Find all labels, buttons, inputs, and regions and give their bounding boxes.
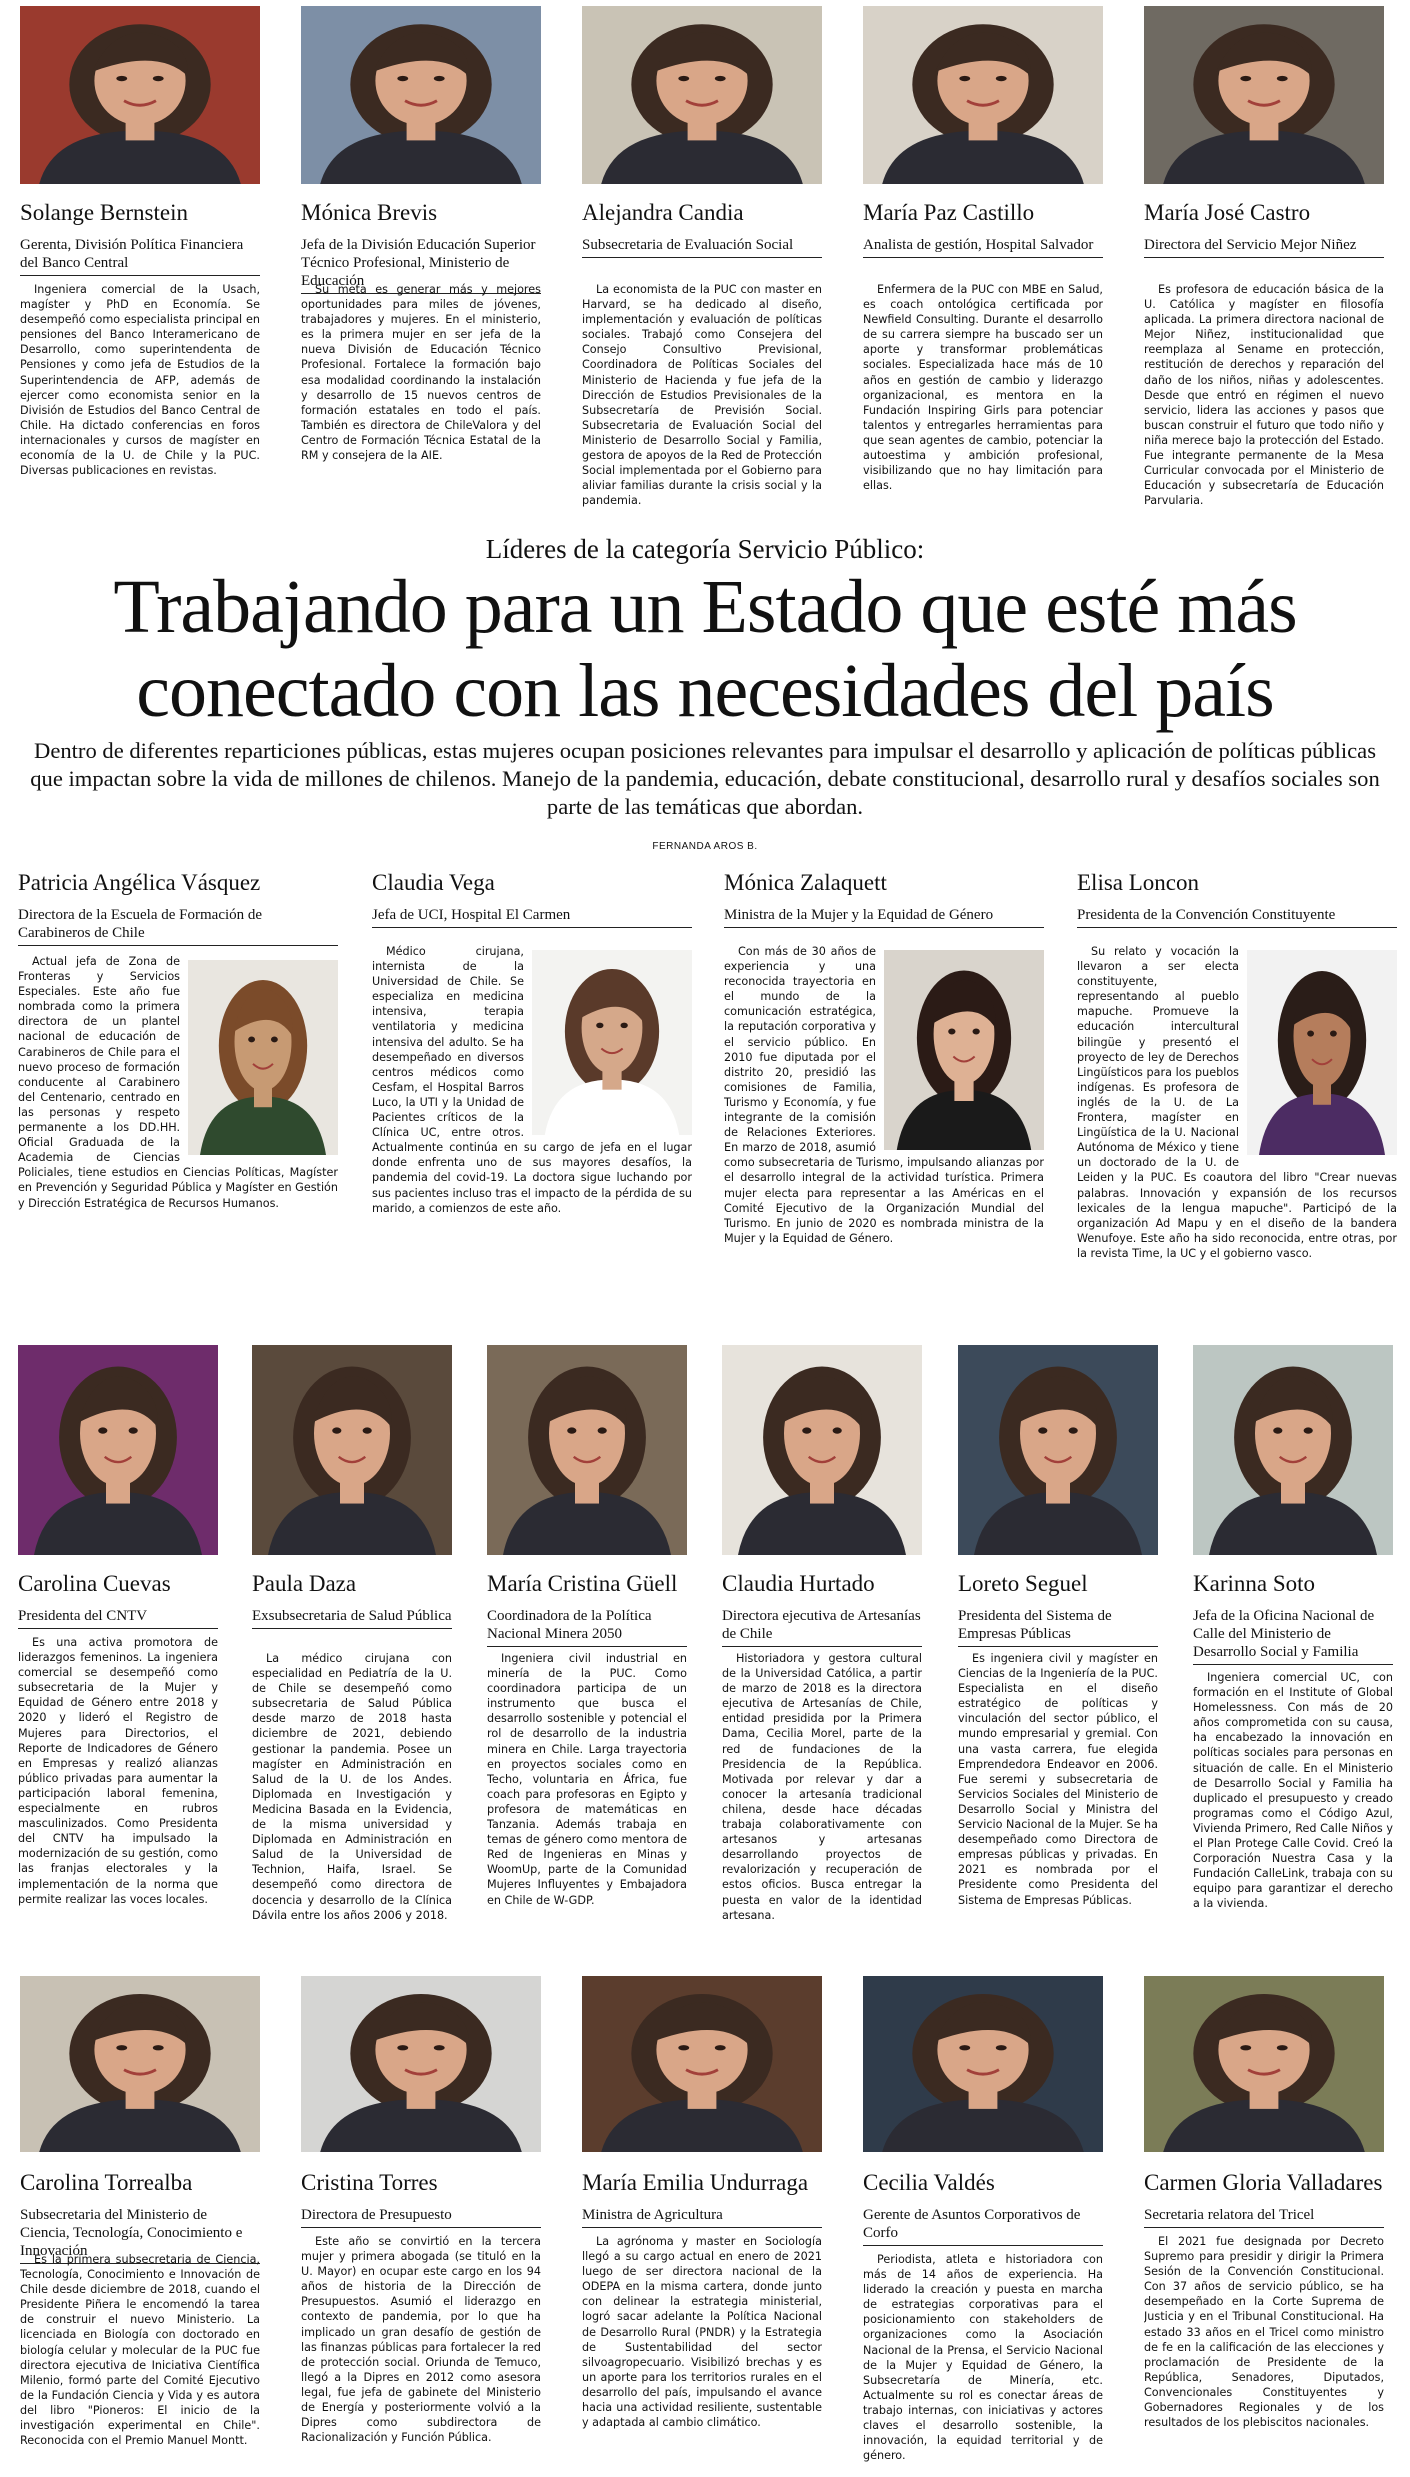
- profile-name: Cecilia Valdés: [863, 2170, 995, 2195]
- profile-maria-jose-castro: [1144, 0, 1384, 520]
- portrait-photo: [1247, 950, 1397, 1155]
- profile-cecilia-valdes: [863, 1976, 1103, 2476]
- profile-name: María Paz Castillo: [863, 200, 1035, 225]
- profile-bio: El 2021 fue designada por Decreto Supremo para presidir y dirigir la Primera Sesión de la Convención Constitucional. Con 37 años de servicio público, se ha desempeñado en la Corte Suprema de Justicia y en el Tribunal Constitucional. Ha estado 33 años en el Tricel como ministro de fe en la calificación de las elecciones y proclamación de Presidente de la República, Senadores, Diputados, Convencionales Constituyentes y Gobernadores Regionales y de los resultados de los plebiscitos nacionales.: [1144, 2235, 1384, 2430]
- section-kicker: Líderes de la categoría Servicio Público:: [485, 534, 925, 564]
- profile-bio: Periodista, atleta e historiadora con más de 14 años de experiencia. Ha liderado la creación y puesta en marcha de estrategias corporativas para el posicionamiento con stakeholders de organizaciones como la Asociación Nacional de la Prensa, el Servicio Nacional de la Mujer y Equidad de Género, la Subsecretaría de Minería, etc. Actualmente su rol es conectar áreas de trabajo internas, con iniciativas y actores claves el desarrollo sostenible, la innovación, la equidad territorial y de género.: [863, 2253, 1103, 2463]
- portrait-photo: [301, 1976, 541, 2152]
- profile-carolina-torrealba: [20, 1976, 260, 2476]
- profile-monica-brevis: [301, 0, 541, 520]
- portrait-photo: [863, 6, 1103, 184]
- portrait-photo: [20, 1976, 260, 2152]
- profile-name: Loreto Seguel: [958, 1571, 1088, 1596]
- portrait-photo: [18, 1345, 218, 1555]
- portrait-photo: [582, 6, 822, 184]
- profile-name: Carolina Cuevas: [18, 1571, 171, 1596]
- portrait-photo: [487, 1345, 687, 1555]
- profile-role: Ministra de Agricultura: [582, 2206, 822, 2228]
- profile-solange-bernstein: [20, 0, 260, 520]
- profile-carolina-cuevas: [18, 1345, 218, 1965]
- profile-bio: La agrónoma y master en Sociología llegó a su cargo actual en enero de 2021 luego de ser directora nacional de la ODEPA en la misma cartera, donde junto con delinear la estrategia ministerial, logró sacar adelante la Política Nacional de Desarrollo Rural (PNDR) y la Estrategia de Sustentabilidad del sector silvoagropecuario. Visibilizó brechas y es un aporte para los territorios rurales en el desarrollo del país, impulsando el avance hacia una actividad resiliente, sustentable y adaptada al cambio climático.: [582, 2235, 822, 2430]
- profile-role: Secretaria relatora del Tricel: [1144, 2206, 1384, 2228]
- profile-role: Gerente de Asuntos Corporativos de Corfo: [863, 2206, 1103, 2246]
- profile-claudia-vega: [372, 870, 692, 1350]
- profile-bio: Ingeniera comercial de la Usach, magíster y PhD en Economía. Se desempeñó como especialista principal en pensiones del Banco Interamericano de Desarrollo, como superintendenta de Pensiones y como jefa de Estudios de la Superintendencia de AFP, además de ejercer como economista senior en la División de Estudios del Banco Central de Chile. Ha dictado conferencias en foros internacionales y cursos de magíster en economía de la U. de Chile y la PUC. Diversas publicaciones en revistas.: [20, 283, 260, 478]
- profile-bio-text: Médico cirujana, internista de la Universidad de Chile. Se especializa en medicina intensiva, terapia ventilatoria y medicina intensiva del adulto. Se ha desempeñado en diversos centros médicos como Cesfam, el Hospital Barros Luco, la UTI y la Unidad de Pacientes críticos de la Clínica UC, entre otros. Actualmente continúa en su cargo de jefa en el lugar donde enfrenta uno de sus mayores desafíos, la pandemia del covid-19. La doctora sigue luchando por sus pacientes incluso tras el impacto de la pérdida de su marido, a comienzos de este año.: [372, 945, 692, 1215]
- profile-bio: Es profesora de educación básica de la U. Católica y magíster en filosofía aplicada. La primera directora nacional de Mejor Niñez, institucionalidad que reemplaza al Sename en protección, restitución de derechos y reparación del daño de los niños, niñas y adolescentes. Desde que entró en régimen el nuevo servicio, lidera las acciones y pasos que buscan construir el futuro que todo niño y niña merece bajo la protección del Estado. Fue integrante permanente de la Mesa Curricular convocada por el Ministerio de Educación y subsecretaría de Educación Parvularia.: [1144, 283, 1384, 508]
- profile-cristina-torres: [301, 1976, 541, 2476]
- portrait-photo: [958, 1345, 1158, 1555]
- profile-loreto-seguel: [958, 1345, 1158, 1965]
- portrait-photo: [1144, 6, 1384, 184]
- profile-bio: Historiadora y gestora cultural de la Universidad Católica, a partir de marzo de 2018 es la directora ejecutiva de Artesanías de Chile, entidad presidida por la Primera Dama, Cecilia Morel, parte de la red de fundaciones de la Presidencia de la República. Motivada por relevar y dar a conocer la artesanía tradicional chilena, desde hace décadas trabaja colaborativamente con artesanos y artesanas desarrollando proyectos de revalorización y recuperación de estos oficios. Busca entregar la puesta en valor de la identidad artesana.: [722, 1652, 922, 1922]
- lead-paragraph: Dentro de diferentes reparticiones públicas, estas mujeres ocupan posiciones relevantes para impulsar el desarrollo y aplicación de políticas públicas que impactan sobre la vida de millones de chilenos. Manejo de la pandemia, educación, debate constitucional, desarrollo rural y desafíos sociales son parte de las temáticas que abordan.: [30, 738, 1380, 819]
- profile-monica-zalaquett: [724, 870, 1044, 1350]
- portrait-photo: [884, 950, 1044, 1150]
- profile-role: Directora de Presupuesto: [301, 2206, 541, 2228]
- profile-bio: [372, 944, 692, 1344]
- portrait-photo: [722, 1345, 922, 1555]
- profile-bio: Su meta es generar más y mejores oportunidades para miles de jóvenes, trabajadores y mujeres. En el ministerio, es la primera mujer en ser jefa de la nueva División de Educación Técnico Profesional. Fortalece la formación bajo esa modalidad coordinando la instalación y desarrollo de 15 nuevos centros de formación estatales en todo el país. También es directora de ChileValora y del Centro de Formación Técnica Estatal de la RM y consejera de la AIE.: [301, 283, 541, 463]
- headline-line-1: Trabajando para un Estado que esté más: [113, 565, 1297, 649]
- profile-name: Elisa Loncon: [1077, 870, 1199, 895]
- profile-name: María José Castro: [1144, 200, 1311, 225]
- profile-role: Subsecretaria de Evaluación Social: [582, 236, 822, 258]
- portrait-photo: [252, 1345, 452, 1555]
- profile-bio: Es una activa promotora de liderazgos femeninos. La ingeniera comercial se desempeñó como subsecretaria de la Mujer y Equidad de Género entre 2018 y 2020 y lideró el Registro de Mujeres para Directorios, el Reporte de Indicadores de Género en Empresas y realizó alianzas público privadas para aumentar la participación laboral femenina, especialmente en rubros masculinizados. Como Presidenta del CNTV ha impulsado la modernización de su gestión, como las franjas electorales y la implementación de la norma que permite realizar las voces locales.: [18, 1636, 218, 1906]
- profile-name: Alejandra Candia: [582, 200, 744, 225]
- profile-name: Cristina Torres: [301, 2170, 438, 2195]
- profile-bio: [1077, 944, 1397, 1344]
- profile-role: Jefa de UCI, Hospital El Carmen: [372, 906, 692, 928]
- profile-role: Gerenta, División Política Financiera del Banco Central: [20, 236, 260, 276]
- profile-role: Presidenta de la Convención Constituyente: [1077, 906, 1397, 928]
- profile-bio: [724, 944, 1044, 1344]
- profile-name: Carolina Torrealba: [20, 2170, 193, 2195]
- profile-role: Exsubsecretaria de Salud Pública: [252, 1607, 452, 1629]
- profile-role: Directora ejecutiva de Artesanías de Chile: [722, 1607, 922, 1647]
- profile-role: Jefa de la División Educación Superior Técnico Profesional, Ministerio de Educación: [301, 236, 541, 294]
- profile-bio: Es ingeniera civil y magíster en Ciencias de la Ingeniería de la PUC. Especialista en el diseño estratégico de políticas y vinculación del sector público, el mundo empresarial y gremial. Con una vasta carrera, fue elegida Emprendedora Endeavor en 2006. Fue seremi y subsecretaria de Servicios Sociales del Ministerio de Desarrollo Social y Ministra del Servicio Nacional de la Mujer. Se ha desempeñado como Directora de empresas públicas y privadas. En 2021 es nombrada por el Presidente como Presidenta del Sistema de Empresas Públicas.: [958, 1652, 1158, 1907]
- profile-bio: Ingeniera civil industrial en minería de la PUC. Como coordinadora participa de un instrumento que busca el desarrollo sostenible y potencial el rol de desarrollo de la industria minera en Chile. Larga trayectoria en proyectos sociales como en Techo, voluntaria en África, fue coach para profesoras en Egipto y profesora de matemáticas en Tanzania. Además trabaja en temas de género como mentora de Red de Ingenieras en Minas y WoomUp, parte de la Comunidad Mujeres Influyentes y Embajadora en Chile de W-GDP.: [487, 1652, 687, 1907]
- profile-name: Patricia Angélica Vásquez: [18, 870, 261, 895]
- portrait-photo: [532, 950, 692, 1135]
- profile-maria-paz-castillo: [863, 0, 1103, 520]
- profile-name: Paula Daza: [252, 1571, 357, 1596]
- profile-name: Claudia Hurtado: [722, 1571, 875, 1596]
- profile-role: Directora del Servicio Mejor Niñez: [1144, 236, 1384, 258]
- profile-bio: Enfermera de la PUC con MBE en Salud, es coach ontológica certificada por Newfield Consulting. Durante el desarrollo de su carrera siempre ha buscado ser un aporte y transformar problemáticas sociales. Especializada hace más de 10 años en gestión de cambio y liderazgo organizacional, es mentora en la Fundación Inspiring Girls para potenciar talentos y entregarles herramientas para que sean agentes de cambio, potenciar la autoestima y ambición profesional, visibilizando que no hay limitación para ellas.: [863, 283, 1103, 493]
- profile-paula-daza: [252, 1345, 452, 1965]
- profile-bio-text: Su relato y vocación la llevaron a ser electa constituyente, representando al pueblo mapuche. Promueve la educación intercultural bilingüe y presentó el proyecto de ley de Derechos Lingüísticos para los pueblos indígenas. Es profesora de inglés de la U. de La Frontera, magíster en Lingüística de la U. Nacional Autónoma de México y tiene un doctorado de la U. de Leiden y la PUC. Es coautora del libro "Crear nuevas palabras. Innovación y expansión de los recursos lexicales de la lengua mapuche". Participó de la organización Ad Mapu y en el diseño de la bandera Wenufoye. Este año ha sido reconocida, entre otras, por la revista Time, la UC y el gobierno vasco.: [1077, 945, 1397, 1260]
- author-credit: FERNANDA AROS B.: [652, 841, 758, 852]
- profile-karinna-soto: [1193, 1345, 1393, 1965]
- profile-bio: [18, 954, 338, 1354]
- profile-carmen-gloria-valladares: [1144, 1976, 1384, 2476]
- portrait-photo: [1193, 1345, 1393, 1555]
- profile-name: Solange Bernstein: [20, 200, 188, 225]
- portrait-photo: [188, 960, 338, 1155]
- profile-role: Directora de la Escuela de Formación de Carabineros de Chile: [18, 906, 338, 946]
- profile-name: María Cristina Güell: [487, 1571, 678, 1596]
- profile-maria-cristina-guell: [487, 1345, 687, 1965]
- profile-name: Mónica Brevis: [301, 200, 438, 225]
- profile-role: Coordinadora de la Política Nacional Minera 2050: [487, 1607, 687, 1647]
- headline: [0, 565, 1410, 733]
- profile-role: Presidenta del Sistema de Empresas Públicas: [958, 1607, 1158, 1647]
- profile-elisa-loncon: [1077, 870, 1397, 1350]
- profile-bio: La médico cirujana con especialidad en Pediatría de la U. de Chile se desempeñó como subsecretaria de Salud Pública desde marzo de 2018 hasta diciembre de 2021, debiendo gestionar la pandemia. Posee un magíster en Administración en Salud de la U. de los Andes. Diplomada en Investigación y Medicina Basada en la Evidencia, de la misma universidad y Diplomada en Administración en Salud de la Universidad de Technion, Haifa, Israel. Se desempeñó como directora de docencia y desarrollo de la Clínica Dávila entre los años 2006 y 2018.: [252, 1652, 452, 1922]
- profile-patricia-angelica-vasquez: [18, 870, 338, 1350]
- profile-bio: Este año se convirtió en la tercera mujer y primera abogada (se tituló en la U. Mayor) en ocupar este cargo en los 94 años de historia de la Dirección de Presupuestos. Asumió el liderazgo en contexto de pandemia, por lo que ha implicado un gran desafío de gestión de las finanzas públicas para fortalecer la red de protección social. Oriunda de Temuco, llegó a la Dipres en 2012 como asesora legal, fue jefa de gabinete del Ministerio de Energía y posteriormente volvió a la Dipres como subdirectora de Racionalización y Función Pública.: [301, 2235, 541, 2445]
- portrait-photo: [1144, 1976, 1384, 2152]
- profile-maria-emilia-undurraga: [582, 1976, 822, 2476]
- profile-role: Analista de gestión, Hospital Salvador: [863, 236, 1103, 258]
- profile-role: Jefa de la Oficina Nacional de Calle del Ministerio de Desarrollo Social y Familia: [1193, 1607, 1393, 1665]
- portrait-photo: [301, 6, 541, 184]
- portrait-photo: [863, 1976, 1103, 2152]
- profile-role: Ministra de la Mujer y la Equidad de Género: [724, 906, 1044, 928]
- profile-name: Claudia Vega: [372, 870, 495, 895]
- profile-bio: Es la primera subsecretaria de Ciencia, Tecnología, Conocimiento e Innovación de Chile desde diciembre de 2018, cuando el Presidente Piñera le encomendó la tarea de construir el nuevo Ministerio. La licenciada en Biología con doctorado en biología celular y molecular de la PUC fue directora ejecutiva de Iniciativa Científica Milenio, formó parte del Comité Ejecutivo de la Fundación Ciencia y Vida y es autora del libro "Pioneros: El inicio de la investigación experimental en Chile". Reconocida con el Premio Manuel Montt.: [20, 2253, 260, 2448]
- profile-name: Carmen Gloria Valladares: [1144, 2170, 1383, 2195]
- portrait-photo: [20, 6, 260, 184]
- profile-alejandra-candia: [582, 0, 822, 520]
- profile-bio: La economista de la PUC con master en Harvard, se ha dedicado al diseño, implementación y evaluación de políticas sociales. Trabajó como Consejera del Consejo Consultivo Previsional, Coordinadora de Políticas Sociales del Ministerio de Hacienda y fue jefa de la Dirección de Estudios Previsionales de la Subsecretaría de Previsión Social. Subsecretaria de Evaluación Social del Ministerio de Desarrollo Social y Familia, gestora de apoyos de la Red de Protección Social implementada por el Gobierno para aliviar familias durante la crisis social y la pandemia.: [582, 283, 822, 508]
- profile-role: Subsecretaria del Ministerio de Ciencia, Tecnología, Conocimiento e Innovación: [20, 2206, 260, 2264]
- profile-claudia-hurtado: [722, 1345, 922, 1965]
- profile-name: Mónica Zalaquett: [724, 870, 887, 895]
- profile-name: María Emilia Undurraga: [582, 2170, 809, 2195]
- profile-bio-text: Con más de 30 años de experiencia y una reconocida trayectoria en el mundo de la comunicación estratégica, la reputación corporativa y el servicio público. En 2010 fue diputada por el distrito 20, presidió las comisiones de Familia, Turismo y Economía, y fue integrante de la comisión de Relaciones Exteriores. En marzo de 2018, asumió como subsecretaria de Turismo, impulsando alianzas por el desarrollo integral de la actividad turística. Primera mujer electa para representar a las Américas en el Comité Ejecutivo de la Organización Mundial del Turismo. En junio de 2020 es nombrada ministra de la Mujer y la Equidad de Género.: [724, 945, 1044, 1245]
- portrait-photo: [582, 1976, 822, 2152]
- profile-bio: Ingeniera comercial UC, con formación en el Institute of Global Homelessness. Con más de 20 años comprometida con su causa, ha encabezado la innovación en políticas sociales para personas en situación de calle. En el Ministerio de Desarrollo Social y Familia ha duplicado el presupuesto y creado programas como el Código Azul, Vivienda Primero, Red Calle Niños y el Plan Protege Calle Covid. Creó la Corporación Nuestra Casa y la Fundación CalleLink, trabaja con su equipo para garantizar el derecho a la vivienda.: [1193, 1671, 1393, 1911]
- profile-bio-text: Actual jefa de Zona de Fronteras y Servicios Especiales. Este año fue nombrada como la primera directora de un plantel nacional de educación de Carabineros de Chile para el nuevo proceso de formación conducente al Carabinero del Centenario, centrado en las personas y respeto permanente a los DD.HH. Oficial Graduada de la Academia de Ciencias Policiales, tiene estudios en Ciencias Políticas, Magíster en Prevención y Seguridad Pública y Magíster en Gestión y Dirección Estratégica de Recursos Humanos.: [18, 955, 338, 1210]
- headline-line-2: conectado con las necesidades del país: [136, 649, 1274, 733]
- profile-role: Presidenta del CNTV: [18, 1607, 218, 1629]
- profile-name: Karinna Soto: [1193, 1571, 1316, 1596]
